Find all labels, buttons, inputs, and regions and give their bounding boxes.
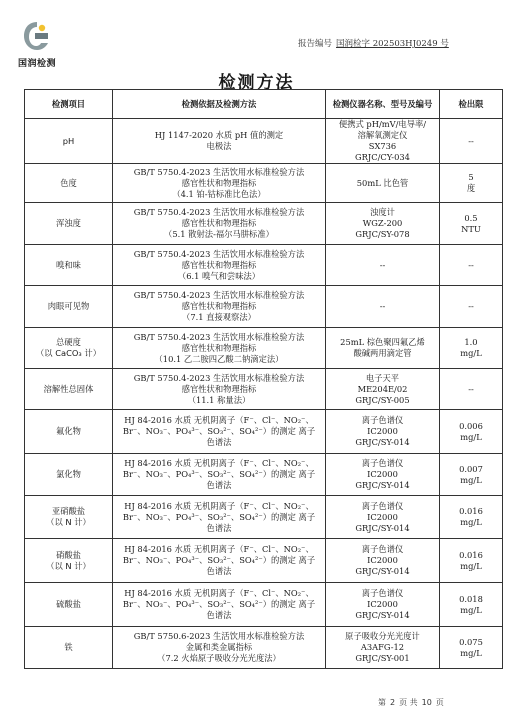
- cell-limit: [440, 539, 503, 583]
- cell-item: [25, 164, 113, 203]
- header-limit: 检出限: [440, 90, 503, 119]
- cell-limit: [440, 164, 503, 203]
- item-line: 氯化物: [56, 469, 81, 479]
- instrument-line: A3AFG-12: [360, 642, 405, 652]
- cell-instrument: [326, 119, 440, 164]
- cell-item: [25, 286, 113, 328]
- cell-instrument: [326, 245, 440, 286]
- cell-limit: [440, 583, 503, 627]
- basis-line: 感官性状和物理指标: [181, 177, 257, 188]
- item-line: 嗅和味: [56, 259, 81, 270]
- basis-line: （11.1 称量法）: [187, 394, 251, 405]
- limit-line: mg/L: [460, 517, 482, 527]
- basis-line: 色谱法: [206, 566, 232, 576]
- limit-line: --: [468, 259, 474, 270]
- instrument-line: GRJC/SY-014: [355, 480, 410, 490]
- instrument-line: 溶解氧测定仪: [357, 130, 408, 140]
- company-logo: [12, 20, 62, 72]
- item-line: pH: [62, 135, 75, 146]
- item-line: 硫酸盐: [56, 599, 81, 609]
- table-row: [25, 286, 503, 328]
- table-header-row: [25, 90, 503, 119]
- basis-line: GB/T 5750.4-2023 生活饮用水标准检验方法: [133, 207, 305, 217]
- cell-instrument: [326, 583, 440, 627]
- item-line: （以 CaCO₃ 计）: [36, 348, 101, 358]
- item-line: 氟化物: [56, 426, 81, 436]
- cell-limit: [440, 496, 503, 539]
- limit-line: 0.5: [464, 212, 478, 223]
- item-line: 硝酸盐: [56, 549, 81, 560]
- limit-line: 0.007: [459, 463, 483, 474]
- instrument-line: IC2000: [367, 599, 398, 609]
- basis-line: （7.2 火焰原子吸收分光光度法）: [157, 653, 281, 663]
- cell-instrument: [326, 328, 440, 369]
- basis-line: 金属和类金属指标: [185, 642, 253, 652]
- cell-item: [25, 410, 113, 454]
- table-row: [25, 119, 503, 164]
- instrument-line: --: [379, 259, 386, 270]
- cell-basis: [113, 119, 326, 164]
- limit-line: mg/L: [460, 604, 482, 615]
- basis-line: HJ 84-2016 水质 无机阴离子（F⁻、Cl⁻、NO₂⁻、: [124, 544, 314, 554]
- table-row: [25, 496, 503, 539]
- table-row: [25, 164, 503, 203]
- report-number-label: 报告编号: [298, 39, 333, 49]
- cell-basis: [113, 245, 326, 286]
- basis-line: 色谱法: [206, 437, 232, 447]
- basis-line: HJ 84-2016 水质 无机阴离子（F⁻、Cl⁻、NO₂⁻、: [124, 588, 314, 598]
- limit-line: 0.016: [459, 506, 483, 516]
- limit-line: mg/L: [460, 647, 482, 658]
- cell-instrument: [326, 496, 440, 539]
- cell-limit: [440, 203, 503, 245]
- cell-item: [25, 245, 113, 286]
- instrument-line: GRJC/SY-014: [355, 522, 410, 533]
- cell-instrument: [326, 164, 440, 203]
- header-item: 检测项目: [25, 90, 113, 119]
- item-line: 溶解性总固体: [43, 383, 94, 394]
- table-row: [25, 454, 503, 496]
- item-line: 铁: [64, 642, 73, 652]
- instrument-line: 离子色谱仪: [361, 588, 404, 598]
- basis-line: 感官性状和物理指标: [181, 301, 257, 311]
- cell-basis: [113, 496, 326, 539]
- footer-page: 2: [390, 698, 396, 707]
- basis-line: HJ 84-2016 水质 无机阴离子（F⁻、Cl⁻、NO₂⁻、: [124, 500, 314, 511]
- item-line: （以 N 计）: [46, 560, 91, 571]
- footer-suffix: 页: [435, 698, 444, 707]
- table-row: [25, 627, 503, 669]
- cell-limit: [440, 369, 503, 410]
- instrument-line: GRJC/SY-005: [355, 394, 410, 405]
- cell-basis: [113, 583, 326, 627]
- cell-item: [25, 203, 113, 245]
- cell-item: [25, 454, 113, 496]
- basis-line: Br⁻、NO₃⁻、PO₄³⁻、SO₃²⁻、SO₄²⁻）的测定 离子: [122, 469, 316, 479]
- item-line: 总硬度: [56, 337, 81, 347]
- cell-limit: [440, 119, 503, 164]
- limit-line: --: [468, 383, 474, 394]
- instrument-line: 25mL 棕色聚四氟乙烯: [340, 337, 425, 347]
- item-line: 肉眼可见物: [47, 301, 90, 311]
- report-number-value: 国润检字 202503HJ0249 号: [336, 39, 449, 49]
- basis-line: GB/T 5750.4-2023 生活饮用水标准检验方法: [133, 372, 305, 383]
- cell-limit: [440, 328, 503, 369]
- logo-mark-icon: [22, 20, 52, 54]
- limit-line: 度: [466, 183, 476, 193]
- basis-line: GB/T 5750.6-2023 生活饮用水标准检验方法: [133, 631, 305, 641]
- limit-line: mg/L: [460, 474, 482, 485]
- table-row: [25, 369, 503, 410]
- instrument-line: GRJC/SY-001: [355, 653, 410, 663]
- limit-line: mg/L: [460, 348, 482, 358]
- instrument-line: IC2000: [367, 555, 398, 565]
- instrument-line: 便携式 pH/mV/电导率/: [338, 119, 427, 129]
- basis-line: （6.1 嗅气和尝味法）: [177, 270, 261, 281]
- cell-instrument: [326, 286, 440, 328]
- basis-line: GB/T 5750.4-2023 生活饮用水标准检验方法: [133, 331, 305, 342]
- limit-line: 0.018: [459, 593, 483, 604]
- header-instrument: 检测仪器名称、型号及编号: [326, 90, 440, 119]
- instrument-line: IC2000: [367, 469, 398, 479]
- cell-basis: [113, 539, 326, 583]
- cell-instrument: [326, 410, 440, 454]
- instrument-line: GRJC/SY-014: [355, 610, 410, 620]
- cell-item: [25, 539, 113, 583]
- basis-line: Br⁻、NO₃⁻、PO₄³⁻、SO₃²⁻、SO₄²⁻）的测定 离子: [122, 511, 316, 522]
- instrument-line: GRJC/SY-014: [355, 566, 410, 576]
- cell-basis: [113, 369, 326, 410]
- basis-line: （10.1 乙二胺四乙酸二钠滴定法）: [154, 353, 284, 364]
- basis-line: 色谱法: [206, 522, 232, 533]
- cell-item: [25, 583, 113, 627]
- item-line: 浑浊度: [56, 218, 81, 228]
- footer-total: 10: [421, 698, 432, 707]
- item-line: 亚硝酸盐: [51, 506, 86, 516]
- basis-line: HJ 1147-2020 水质 pH 值的测定: [154, 130, 284, 140]
- instrument-line: GRJC/SY-014: [355, 437, 410, 447]
- cell-instrument: [326, 539, 440, 583]
- cell-limit: [440, 286, 503, 328]
- limit-line: 5: [468, 172, 474, 182]
- basis-line: Br⁻、NO₃⁻、PO₄³⁻、SO₃²⁻、SO₄²⁻）的测定 离子: [122, 555, 316, 565]
- basis-line: （5.1 散射法-福尔马肼标准）: [164, 229, 274, 239]
- instrument-line: 浊度计: [370, 207, 395, 217]
- cell-basis: [113, 203, 326, 245]
- basis-line: Br⁻、NO₃⁻、PO₄³⁻、SO₃²⁻、SO₄²⁻）的测定 离子: [122, 426, 316, 436]
- cell-item: [25, 369, 113, 410]
- basis-line: 感官性状和物理指标: [181, 259, 257, 270]
- footer-prefix: 第: [378, 698, 386, 707]
- table-row: [25, 410, 503, 454]
- limit-line: --: [468, 135, 474, 146]
- table-row: [25, 583, 503, 627]
- table-row: [25, 203, 503, 245]
- instrument-line: 电子天平: [365, 372, 400, 383]
- instrument-line: IC2000: [367, 511, 398, 522]
- cell-basis: [113, 286, 326, 328]
- cell-item: [25, 627, 113, 669]
- table-row: [25, 539, 503, 583]
- cell-instrument: [326, 203, 440, 245]
- limit-line: 0.016: [459, 549, 483, 560]
- cell-basis: [113, 410, 326, 454]
- basis-line: 色谱法: [206, 610, 232, 620]
- basis-line: GB/T 5750.4-2023 生活饮用水标准检验方法: [133, 248, 305, 259]
- instrument-line: 原子吸收分光光度计: [345, 631, 420, 641]
- item-line: （以 N 计）: [46, 517, 91, 527]
- footer-mid: 页 共: [399, 698, 418, 707]
- limit-line: NTU: [461, 223, 481, 234]
- instrument-line: --: [379, 301, 386, 311]
- basis-line: HJ 84-2016 水质 无机阴离子（F⁻、Cl⁻、NO₂⁻、: [124, 415, 314, 425]
- cell-basis: [113, 328, 326, 369]
- page-title: 检测方法: [218, 73, 295, 93]
- header-basis: 检测依据及检测方法: [113, 90, 326, 119]
- basis-line: 感官性状和物理指标: [181, 218, 257, 228]
- limit-line: 0.075: [459, 636, 483, 647]
- cell-instrument: [326, 627, 440, 669]
- instrument-line: IC2000: [367, 426, 398, 436]
- instrument-line: 离子色谱仪: [361, 458, 404, 468]
- instrument-line: ME204E/02: [357, 383, 408, 394]
- basis-line: 感官性状和物理指标: [181, 342, 257, 353]
- cell-instrument: [326, 454, 440, 496]
- basis-line: GB/T 5750.4-2023 生活饮用水标准检验方法: [133, 166, 305, 177]
- instrument-line: GRJC/CY-034: [355, 152, 410, 162]
- cell-basis: [113, 627, 326, 669]
- table-row: [25, 328, 503, 369]
- instrument-line: GRJC/SY-078: [355, 229, 410, 239]
- basis-line: GB/T 5750.4-2023 生活饮用水标准检验方法: [133, 290, 305, 300]
- basis-line: 色谱法: [206, 480, 232, 490]
- instrument-line: 酸碱两用滴定管: [353, 348, 412, 358]
- cell-item: [25, 328, 113, 369]
- report-number: [298, 37, 449, 49]
- basis-line: 感官性状和物理指标: [181, 383, 257, 394]
- limit-line: 1.0: [464, 337, 478, 347]
- instrument-line: WGZ-200: [362, 218, 403, 228]
- instrument-line: 离子色谱仪: [361, 415, 404, 425]
- instrument-line: SX736: [368, 141, 397, 151]
- basis-line: （7.1 直接观察法）: [182, 312, 256, 322]
- cell-basis: [113, 454, 326, 496]
- cell-item: [25, 119, 113, 164]
- instrument-line: 离子色谱仪: [361, 544, 404, 554]
- item-line: 色度: [60, 177, 77, 188]
- cell-instrument: [326, 369, 440, 410]
- basis-line: Br⁻、NO₃⁻、PO₄³⁻、SO₃²⁻、SO₄²⁻）的测定 离子: [122, 599, 316, 609]
- basis-line: 电极法: [206, 141, 232, 151]
- instrument-line: 离子色谱仪: [361, 500, 404, 511]
- cell-limit: [440, 410, 503, 454]
- cell-item: [25, 496, 113, 539]
- cell-basis: [113, 164, 326, 203]
- methods-table: [24, 89, 503, 669]
- limit-line: mg/L: [460, 560, 482, 571]
- instrument-line: 50mL 比色管: [356, 177, 409, 188]
- page-footer: [376, 697, 446, 708]
- limit-line: 0.006: [459, 420, 483, 431]
- limit-line: --: [468, 301, 474, 311]
- logo-text: 国润检测: [17, 59, 56, 69]
- cell-limit: [440, 454, 503, 496]
- cell-limit: [440, 245, 503, 286]
- table-row: [25, 245, 503, 286]
- basis-line: HJ 84-2016 水质 无机阴离子（F⁻、Cl⁻、NO₂⁻、: [124, 458, 314, 468]
- limit-line: mg/L: [460, 431, 482, 442]
- basis-line: （4.1 铂-钴标准比色法）: [172, 188, 266, 199]
- cell-limit: [440, 627, 503, 669]
